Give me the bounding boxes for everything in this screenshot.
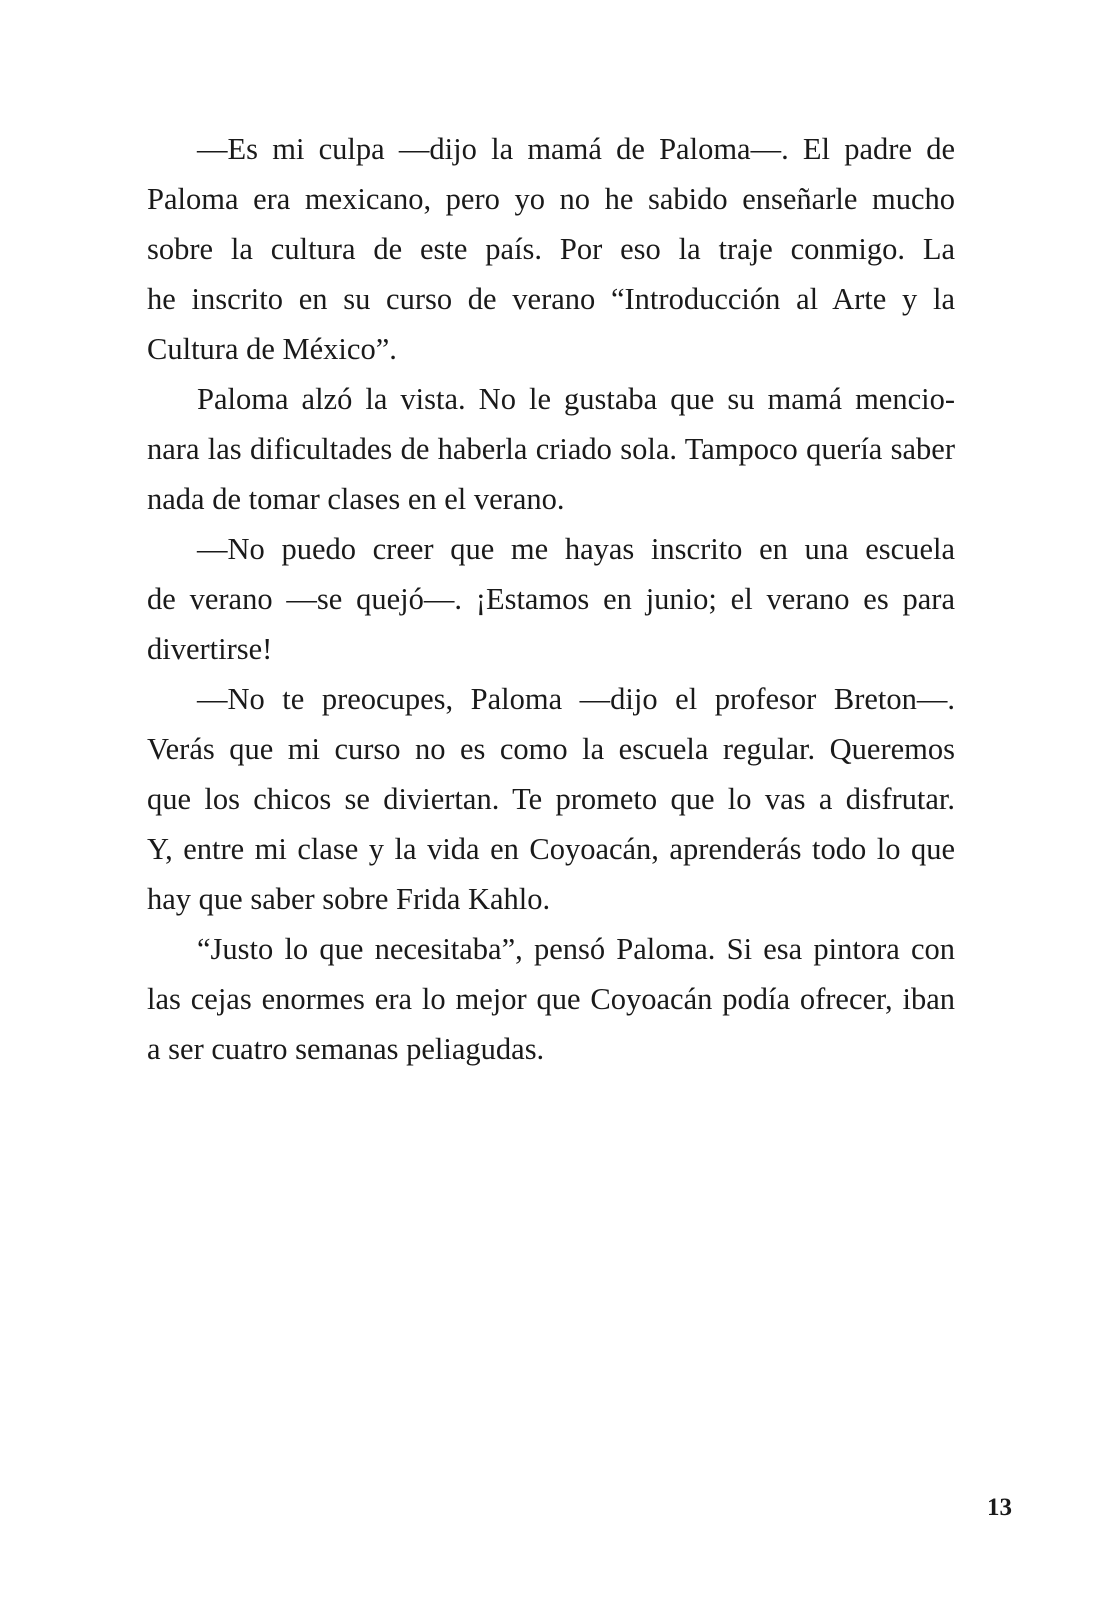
text-line: las cejas enormes era lo mejor que Coyoacán podía ofrecer, iban <box>147 982 955 1016</box>
text-line: —No te preocupes, Paloma —dijo el profesor Breton—. <box>197 682 955 716</box>
text-line: que los chicos se diviertan. Te prometo que lo vas a disfrutar. <box>147 782 955 816</box>
paragraph <box>147 124 955 374</box>
text-line: “Justo lo que necesitaba”, pensó Paloma. Si esa pintora con <box>197 932 955 966</box>
body-text <box>147 124 955 1074</box>
text-line: he inscrito en su curso de verano “Introducción al Arte y la <box>147 282 955 316</box>
text-line: nada de tomar clases en el verano. <box>147 482 565 516</box>
text-line: a ser cuatro semanas peliagudas. <box>147 1032 545 1066</box>
paragraph <box>147 524 955 674</box>
text-line: —No puedo creer que me hayas inscrito en una escuela <box>197 532 955 566</box>
paragraph <box>147 924 955 1074</box>
text-line: de verano —se quejó—. ¡Estamos en junio; el verano es para <box>147 582 955 616</box>
text-line: Verás que mi curso no es como la escuela regular. Queremos <box>147 732 955 766</box>
page-number: 13 <box>987 1494 1012 1521</box>
text-line: Paloma era mexicano, pero yo no he sabido enseñarle mucho <box>147 182 955 216</box>
text-line: Cultura de México”. <box>147 332 397 366</box>
paragraph <box>147 374 955 524</box>
text-line: Paloma alzó la vista. No le gustaba que su mamá mencio- <box>197 382 955 416</box>
text-line: hay que saber sobre Frida Kahlo. <box>147 882 551 916</box>
paragraph <box>147 674 955 924</box>
text-line: Y, entre mi clase y la vida en Coyoacán, aprenderás todo lo que <box>147 832 955 866</box>
text-line: —Es mi culpa —dijo la mamá de Paloma—. El padre de <box>197 132 955 166</box>
text-line: divertirse! <box>147 632 273 666</box>
text-line: sobre la cultura de este país. Por eso la traje conmigo. La <box>147 232 955 266</box>
text-line: nara las dificultades de haberla criado sola. Tampoco quería saber <box>147 432 955 466</box>
